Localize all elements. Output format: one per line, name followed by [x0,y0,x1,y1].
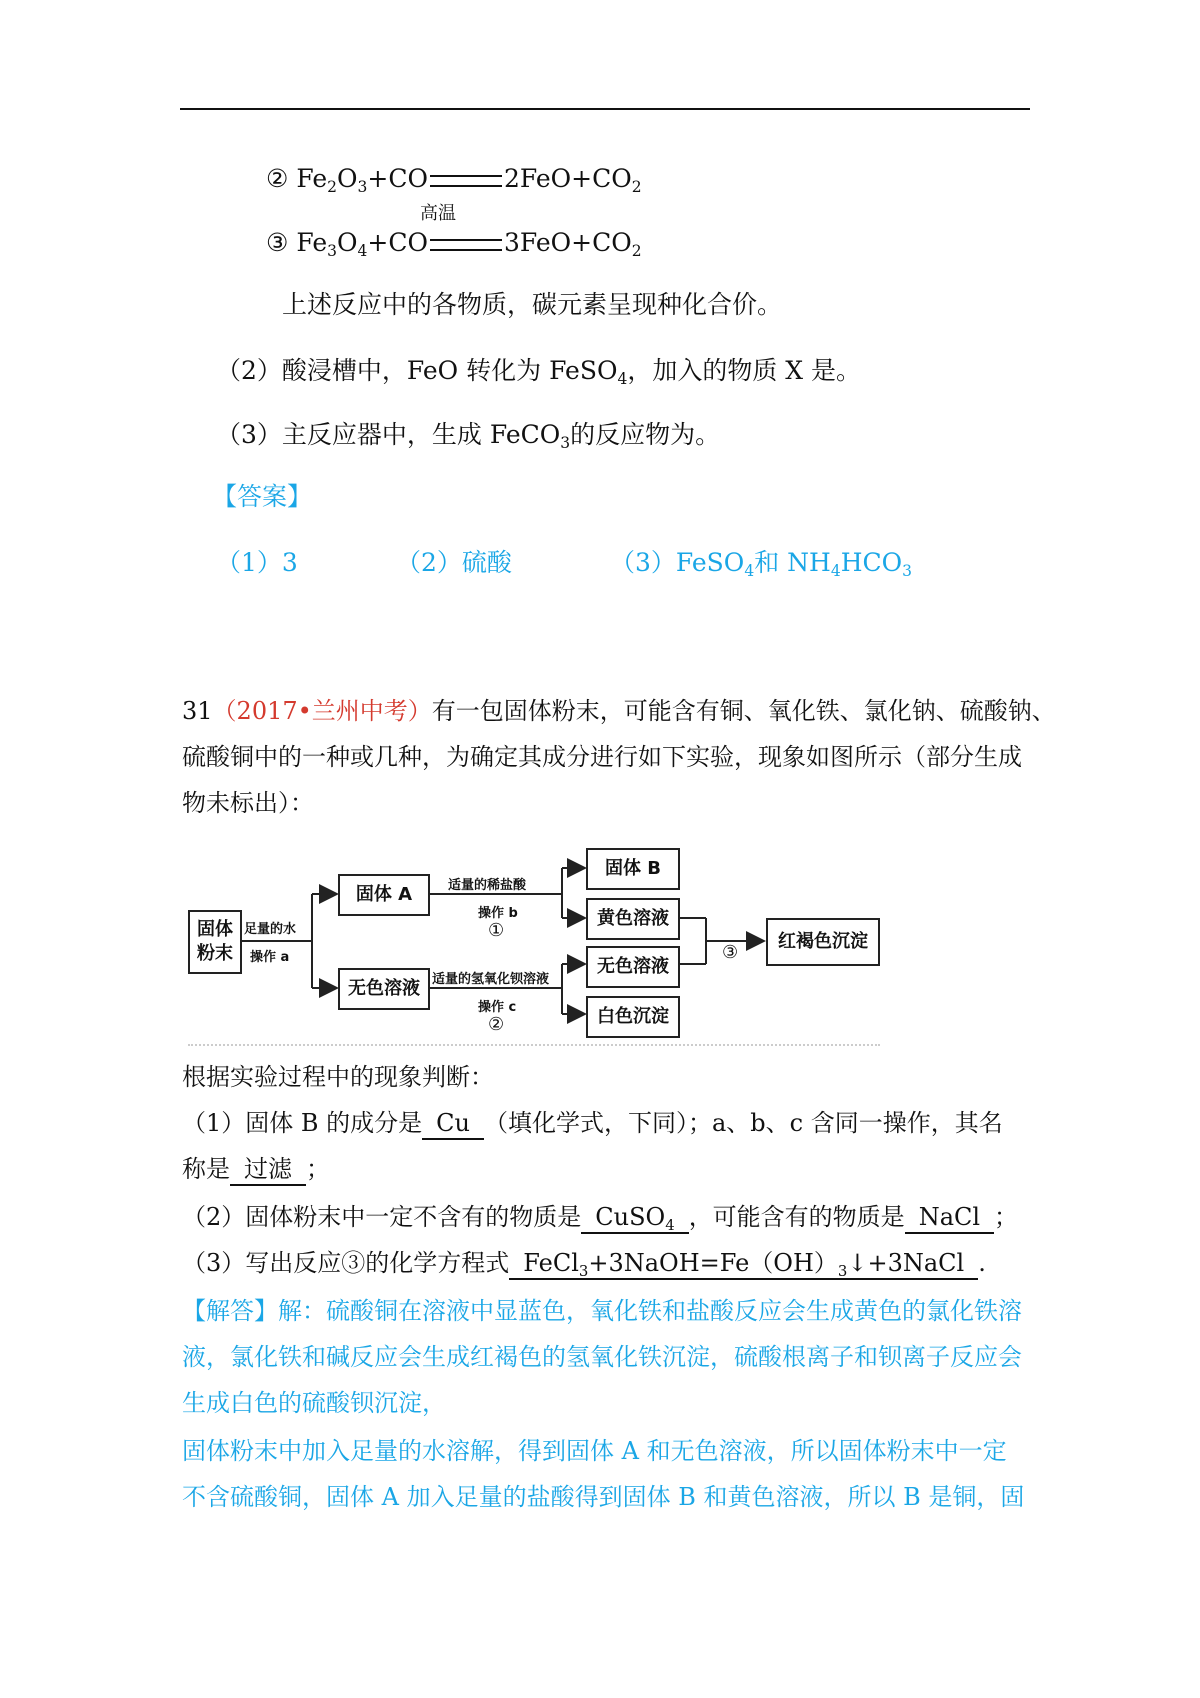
header-rule [180,108,1030,110]
problem-source: （2017•兰州中考） [212,697,432,725]
solution-line-4: 固体粉末中加入足量的水溶解，得到固体 A 和无色溶液，所以固体粉末中一定 [182,1437,1007,1465]
box-red-brown-precipitate: 红褐色沉淀 [766,918,880,966]
solution-line-1: 【解答】解：硫酸铜在溶液中显蓝色，氧化铁和盐酸反应会生成黄色的氯化铁溶 [182,1297,1022,1325]
box-yellow-solution: 黄色溶液 [586,898,680,940]
box-colorless-solution-2: 无色溶液 [586,946,680,988]
label-step-a-op: 操作 a [250,950,290,965]
answer-blank-equation: $FeCl_3+3NaOH=Fe(OH)_3↓+3NaCl$ [509,1248,978,1280]
experiment-flowchart [188,838,880,1044]
box-colorless-solution: 无色溶液 [338,968,430,1010]
answer-blank-solid-b: Cu [422,1108,484,1140]
box-solid-a: 固体 A [338,874,430,916]
solution-line-2: 液，氯化铁和碱反应会生成红褐色的氢氧化铁沉淀，硫酸根离子和钡离子反应会 [182,1343,1022,1371]
answer-heading: 【答案】 [212,482,313,511]
answer-1: （1）3 [216,548,298,577]
reaction-3: ③ $Fe_3O_4+CO$ $3FeO+CO_2$ [266,228,642,260]
question-2-text: （2）酸浸槽中，FeO 转化为 FeSO$_4$，加入的物质 X 是。 [216,356,862,388]
answer-blank-operation: 过滤 [230,1154,306,1186]
sub-question-3: （3）写出反应③的化学方程式 $FeCl_3+3NaOH=Fe(OH)_3↓+3NaCl$ . [182,1249,986,1280]
label-step-3: ③ [722,942,739,963]
equals-sign [430,239,502,251]
label-reagent-c: 适量的氢氧化钡溶液 [432,972,550,987]
box-white-precipitate: 白色沉淀 [586,996,680,1038]
equals-sign [430,175,502,187]
label-step-2: ② [488,1014,505,1035]
reaction-2: ② $Fe_2O_3+CO$ $2FeO+CO_2$ [266,164,642,196]
sub-question-1-line-1: （1）固体 B 的成分是 Cu （填化学式，下同）；a、b、c 含同一操作，其名 [182,1106,1003,1140]
label-step-1: ① [488,920,505,941]
answer-3: （3）FeSO$_4$和 $NH_4HCO_3$ [610,548,912,580]
problem-31-line-3: 物未标出）： [182,789,314,817]
label-op-c: 操作 c [478,1000,517,1015]
figure-divider [188,1044,880,1046]
problem-31-line-2: 硫酸铜中的一种或几种，为确定其成分进行如下实验，现象如图所示（部分生成 [182,743,1022,771]
sub-question-1-line-2: 称是 过滤 ； [182,1152,330,1186]
label-op-b: 操作 b [478,906,518,921]
sub-question-2: （2）固体粉末中一定不含有的物质是 CuSO$_4$ ，可能含有的物质是 NaCl ； [182,1203,1019,1234]
solution-line-3: 生成白色的硫酸钡沉淀， [182,1389,446,1417]
answer-blank-excluded: CuSO$_4$ [581,1202,688,1234]
answer-blank-possible: NaCl [905,1202,994,1234]
judge-intro: 根据实验过程中的现象判断： [182,1063,494,1091]
label-step-a-reagent: 足量的水 [244,922,297,937]
problem-31-line-1: 31（2017•兰州中考）有一包固体粉末，可能含有铜、氧化铁、氯化钠、硫酸钠、 [182,697,1056,725]
question-3-text: （3）主反应器中，生成 FeCO$_3$的反应物为。 [216,420,721,452]
reaction-condition: 高温 [420,203,456,224]
box-solid-b: 固体 B [586,848,680,890]
question-1-text: 上述反应中的各物质，碳元素呈现种化合价。 [282,290,783,319]
label-reagent-b: 适量的稀盐酸 [448,878,527,893]
solution-line-5: 不含硫酸铜，固体 A 加入足量的盐酸得到固体 B 和黄色溶液，所以 B 是铜，固 [182,1483,1025,1511]
box-solid-powder: 固体 粉末 [188,910,242,974]
answer-2: （2）硫酸 [396,548,512,577]
